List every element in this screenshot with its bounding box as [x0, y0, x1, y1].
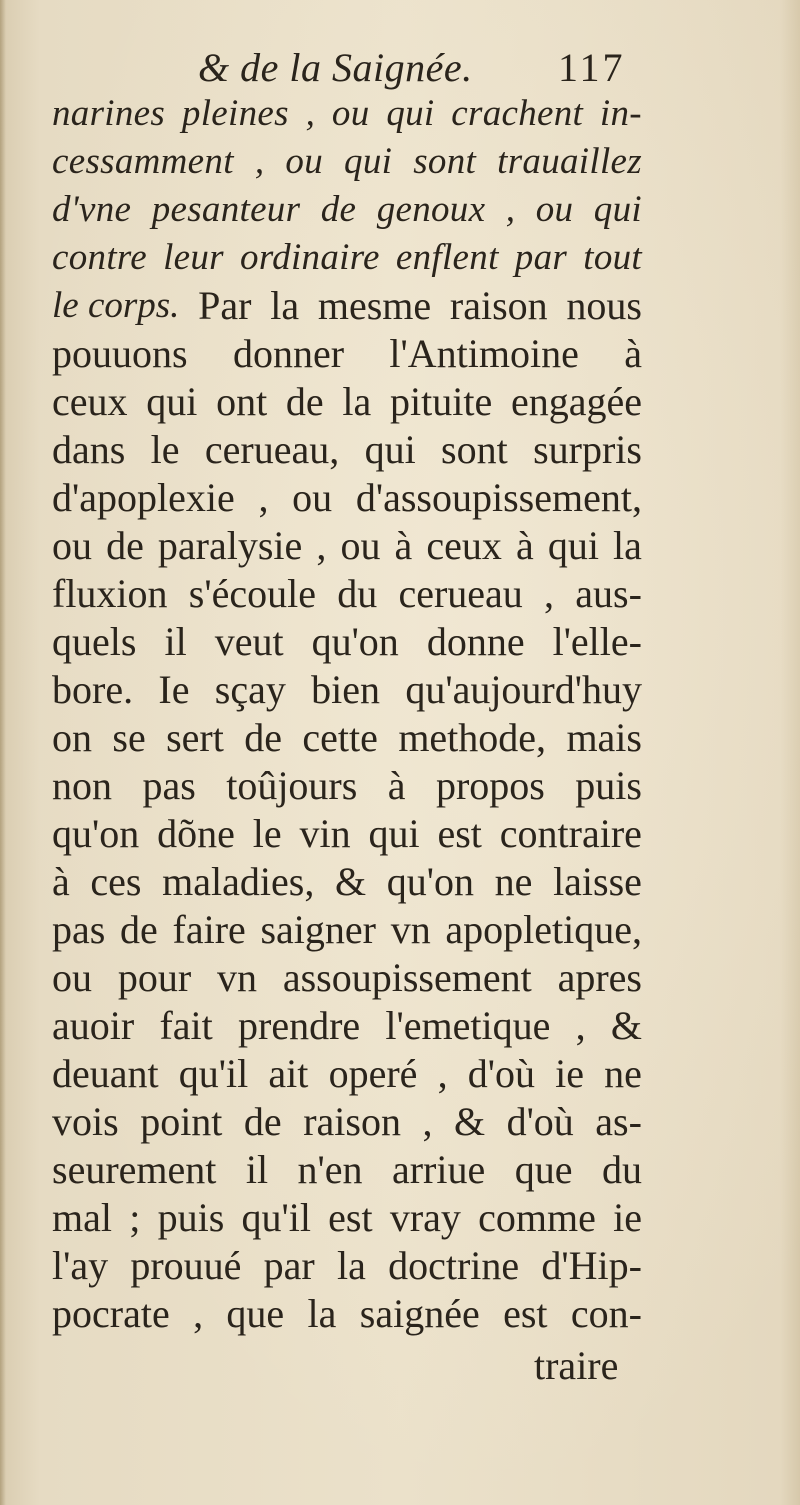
text-word: bore.	[52, 667, 134, 712]
text-line	[52, 1002, 642, 1050]
text-word: ,	[544, 571, 555, 616]
text-word: la	[307, 1291, 337, 1336]
text-word: operé	[328, 1051, 418, 1096]
text-line	[52, 618, 642, 666]
text-word: qui	[547, 523, 599, 568]
text-word: prouué	[130, 1243, 242, 1288]
text-word: ces	[90, 859, 142, 904]
text-word: seurement	[52, 1147, 217, 1192]
text-line	[52, 1098, 642, 1146]
text-word: ,	[258, 475, 269, 520]
text-word: ,	[254, 141, 265, 182]
text-word: la	[270, 283, 300, 328]
text-word: raison	[303, 1099, 401, 1144]
text-word: que	[226, 1291, 285, 1336]
text-word: la	[336, 1243, 366, 1288]
text-word: il	[164, 619, 187, 664]
text-line	[52, 954, 642, 1002]
text-word: pas	[142, 763, 196, 808]
text-word: du	[601, 1147, 642, 1192]
text-word: sert	[166, 715, 224, 760]
text-line	[52, 138, 642, 186]
text-line	[52, 1050, 642, 1098]
text-word: faire	[172, 907, 246, 952]
text-word: la	[342, 379, 372, 424]
text-word: saigner	[260, 907, 376, 952]
text-line-italic-part: le corps.	[52, 285, 180, 326]
text-line	[52, 1290, 642, 1338]
text-word: ie	[613, 1195, 642, 1240]
text-word: d'où	[467, 1051, 535, 1096]
text-word: vn	[217, 955, 258, 1000]
text-word: qu'on	[311, 619, 399, 664]
text-word: ne	[494, 859, 533, 904]
text-word: qui	[368, 811, 420, 856]
text-word: crachent	[451, 93, 584, 134]
text-word: pesanteur	[151, 189, 301, 230]
text-word: par	[263, 1243, 315, 1288]
text-word: d'où	[506, 1099, 574, 1144]
text-word: cessamment	[52, 141, 234, 182]
text-word: sont	[413, 141, 477, 182]
text-line	[52, 1146, 642, 1194]
text-word: du	[337, 571, 378, 616]
text-word: la	[613, 523, 642, 568]
text-word: contraire	[499, 811, 642, 856]
text-word: ait	[268, 1051, 309, 1096]
text-line	[52, 714, 642, 762]
text-word: ,	[575, 1003, 586, 1048]
text-word: &	[453, 1099, 486, 1144]
body-text	[52, 90, 642, 1338]
text-word: puis	[575, 763, 642, 808]
text-word: d'apoplexie	[52, 475, 235, 520]
text-word: enflent	[395, 237, 499, 278]
text-word: sont	[441, 427, 508, 472]
text-line	[52, 234, 642, 282]
text-word: il	[245, 1147, 269, 1192]
text-line	[52, 186, 642, 234]
text-word: qui	[344, 141, 393, 182]
text-word: qui	[593, 189, 642, 230]
text-word: maladies,	[162, 859, 315, 904]
text-word: in-	[599, 93, 642, 134]
text-word: l'emetique	[385, 1003, 551, 1048]
text-word: l'Antimoine	[389, 331, 579, 376]
text-line	[52, 522, 642, 570]
text-word: est	[328, 1195, 373, 1240]
text-word: veut	[214, 619, 284, 664]
text-word: vois	[52, 1099, 119, 1144]
text-word: auoir	[52, 1003, 135, 1048]
text-word: à	[624, 331, 642, 376]
text-word: est	[437, 811, 482, 856]
text-line	[52, 762, 642, 810]
text-word: aus-	[575, 571, 642, 616]
text-word: cette	[302, 715, 378, 760]
text-word: ou	[292, 475, 333, 520]
text-word: ou	[52, 955, 92, 1000]
text-word: narines	[52, 93, 166, 134]
text-word: assoupissement	[282, 955, 532, 1000]
page-gutter-edge	[0, 0, 6, 1505]
text-word: apres	[557, 955, 642, 1000]
text-word: vray	[389, 1195, 461, 1240]
text-line	[52, 570, 642, 618]
text-word: fluxion	[52, 571, 168, 616]
text-word: cerueau,	[204, 427, 340, 472]
text-word: dõne	[157, 811, 235, 856]
text-word: ,	[422, 1099, 433, 1144]
text-word: point	[140, 1099, 223, 1144]
text-line	[52, 426, 642, 474]
text-word: &	[334, 859, 367, 904]
text-word: pleines	[181, 93, 289, 134]
text-word: laisse	[553, 859, 642, 904]
text-word: que	[514, 1147, 573, 1192]
text-word: vn	[390, 907, 431, 952]
text-word: à	[52, 859, 70, 904]
text-word: dans	[52, 427, 126, 472]
text-word: de	[285, 379, 324, 424]
text-word: de	[243, 1099, 282, 1144]
text-word: se	[112, 715, 146, 760]
text-word: de	[106, 523, 144, 568]
running-title: & de la Saignée.	[198, 45, 473, 90]
text-word: vin	[299, 811, 351, 856]
text-line	[52, 90, 642, 138]
text-word: ,	[316, 523, 327, 568]
text-word: sçay	[214, 667, 286, 712]
text-word: à	[387, 763, 406, 808]
text-word: le	[252, 811, 282, 856]
text-word: &	[610, 1003, 642, 1048]
text-word: ,	[505, 189, 516, 230]
text-word: n'en	[297, 1147, 363, 1192]
text-word: mal	[52, 1195, 112, 1240]
text-word: qui	[386, 93, 435, 134]
text-word: as-	[595, 1099, 642, 1144]
text-word: ,	[437, 1051, 448, 1096]
text-word: à	[515, 523, 534, 568]
text-line	[52, 474, 642, 522]
page-number: 117	[558, 45, 626, 90]
text-word: deuant	[52, 1051, 159, 1096]
text-word: surpris	[533, 427, 642, 472]
text-word: arriue	[391, 1147, 486, 1192]
text-word: d'assoupissement,	[355, 475, 642, 520]
text-word: propos	[435, 763, 545, 808]
text-word: engagée	[510, 379, 642, 424]
text-line	[52, 906, 642, 954]
text-word: saignée	[359, 1291, 480, 1336]
text-line	[52, 282, 642, 330]
text-word: s'écoule	[188, 571, 316, 616]
text-word: qu'on	[52, 811, 140, 856]
text-word: ;	[129, 1195, 141, 1240]
text-line	[52, 1194, 642, 1242]
text-word: de	[120, 907, 158, 952]
text-line	[52, 378, 642, 426]
text-word: le	[150, 427, 180, 472]
text-word: prendre	[238, 1003, 361, 1048]
text-word: l'elle-	[552, 619, 642, 664]
text-word: ,	[305, 93, 316, 134]
text-word: qui	[364, 427, 416, 472]
text-word: genoux	[376, 189, 486, 230]
text-word: ou	[331, 93, 370, 134]
text-word: l'ay	[52, 1243, 109, 1288]
text-word: donne	[426, 619, 525, 664]
text-word: pas	[52, 907, 106, 952]
text-word: qui	[146, 379, 198, 424]
text-word: apopletique,	[445, 907, 642, 952]
catchword: traire	[534, 1343, 619, 1388]
text-word: Par	[198, 283, 252, 328]
text-word: doctrine	[388, 1243, 520, 1288]
text-word: pocrate	[52, 1291, 170, 1336]
text-word: d'Hip-	[541, 1243, 642, 1288]
text-word: nous	[566, 283, 642, 328]
text-line	[52, 330, 642, 378]
text-word: methode,	[398, 715, 547, 760]
text-word: toûjours	[226, 763, 358, 808]
text-word: paralysie	[157, 523, 303, 568]
text-word: ou	[340, 523, 381, 568]
text-line	[52, 858, 642, 906]
text-word: non	[52, 763, 112, 808]
text-word: leur	[163, 237, 224, 278]
text-word: qu'il	[178, 1051, 249, 1096]
text-line	[52, 666, 642, 714]
text-word: pour	[117, 955, 192, 1000]
text-word: ie	[555, 1051, 584, 1096]
text-word: donner	[232, 331, 345, 376]
text-word: mesme	[317, 283, 432, 328]
text-word: ou	[52, 523, 92, 568]
text-word: Ie	[158, 667, 190, 712]
text-word: qu'aujourd'huy	[405, 667, 642, 712]
text-word: on	[52, 715, 92, 760]
text-word: con-	[570, 1291, 642, 1336]
text-word: pouuons	[52, 331, 188, 376]
text-line	[52, 810, 642, 858]
text-word: ceux	[52, 379, 128, 424]
text-word: quels	[52, 619, 137, 664]
text-word: comme	[478, 1195, 596, 1240]
text-word: ne	[604, 1051, 642, 1096]
text-word: cerueau	[398, 571, 523, 616]
text-word: raison	[449, 283, 548, 328]
text-word: ceux	[426, 523, 502, 568]
text-word: ordinaire	[240, 237, 380, 278]
text-line	[52, 1242, 642, 1290]
text-word: à	[394, 523, 413, 568]
text-word: de	[244, 715, 283, 760]
text-word: trauaillez	[497, 141, 642, 182]
text-word: puis	[157, 1195, 225, 1240]
text-word: par	[514, 237, 568, 278]
text-word: ,	[193, 1291, 204, 1336]
text-word: ont	[216, 379, 268, 424]
text-word: ou	[285, 141, 323, 182]
text-word: d'vne	[52, 189, 132, 230]
text-word: pituite	[390, 379, 493, 424]
text-word: mais	[566, 715, 642, 760]
text-word: qu'il	[241, 1195, 311, 1240]
text-word: bien	[311, 667, 381, 712]
text-word: ou	[535, 189, 574, 230]
text-word: de	[320, 189, 357, 230]
text-word: qu'on	[386, 859, 474, 904]
text-word: fait	[159, 1003, 213, 1048]
text-word: est	[503, 1291, 548, 1336]
text-word: contre	[52, 237, 147, 278]
text-word: tout	[583, 237, 642, 278]
